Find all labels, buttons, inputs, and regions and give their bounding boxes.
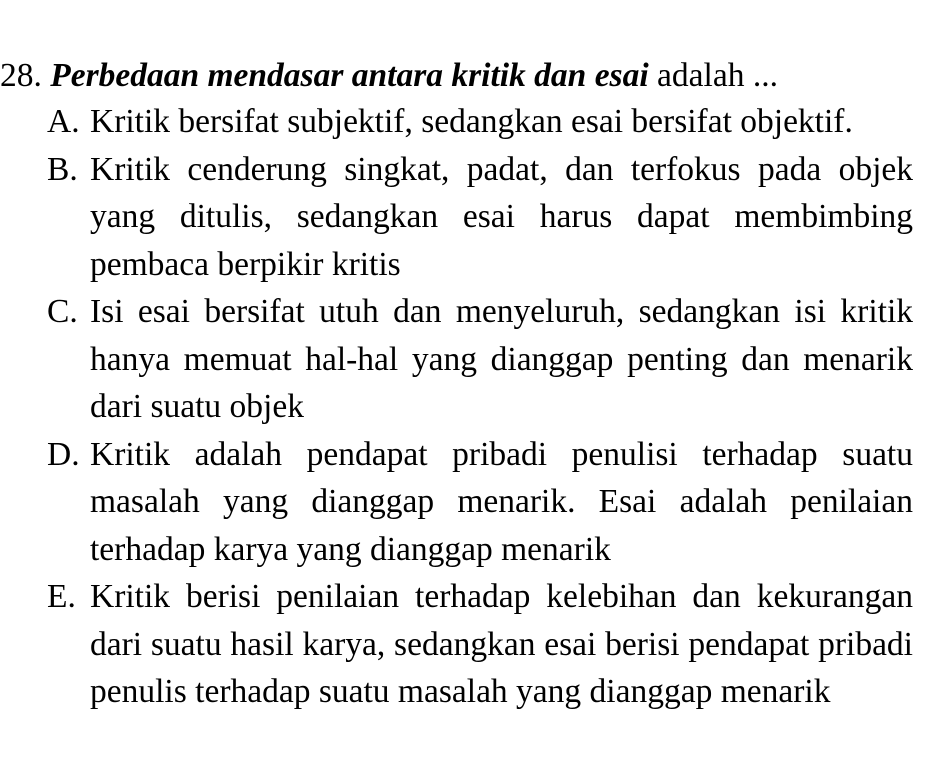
question-emphasis: Perbedaan mendasar antara kritik dan esai [50,57,649,94]
option-text: Kritik cenderung singkat, padat, dan terfokus pada objek yang ditulis, sedangkan esai harus dapat membimbing pembaca berpikir kritis [90,150,913,283]
option-text: Kritik bersifat subjektif, sedangkan esai bersifat objektif. [90,103,853,140]
answer-options [47,98,913,716]
option-text: Isi esai bersifat utuh dan menyeluruh, sedangkan isi kritik hanya memuat hal-hal yang dianggap penting dan menarik dari suatu objek [90,293,913,425]
option-letter: E. [47,578,76,615]
option-d[interactable] [47,431,913,574]
option-b[interactable] [47,146,913,289]
option-text: Kritik berisi penilaian terhadap kelebihan dan kekurangan dari suatu hasil karya, sedangkan esai berisi pendapat pribadi penulis terhadap suatu masalah yang dianggap menarik [90,578,913,710]
question-rest: adalah ... [648,57,778,94]
question-number: 28. [0,57,42,94]
question-stem [0,52,910,100]
option-c[interactable] [47,288,913,431]
option-letter: C. [47,293,78,330]
option-letter: D. [47,435,80,473]
option-e[interactable] [47,573,913,716]
option-letter: A. [47,103,80,140]
option-text: Kritik adalah pendapat pribadi penulisi terhadap suatu masalah yang dianggap menarik. Esai adalah penilaian terhadap karya yang dianggap menarik [90,435,913,568]
option-a[interactable] [47,98,913,146]
option-letter: B. [47,150,78,188]
